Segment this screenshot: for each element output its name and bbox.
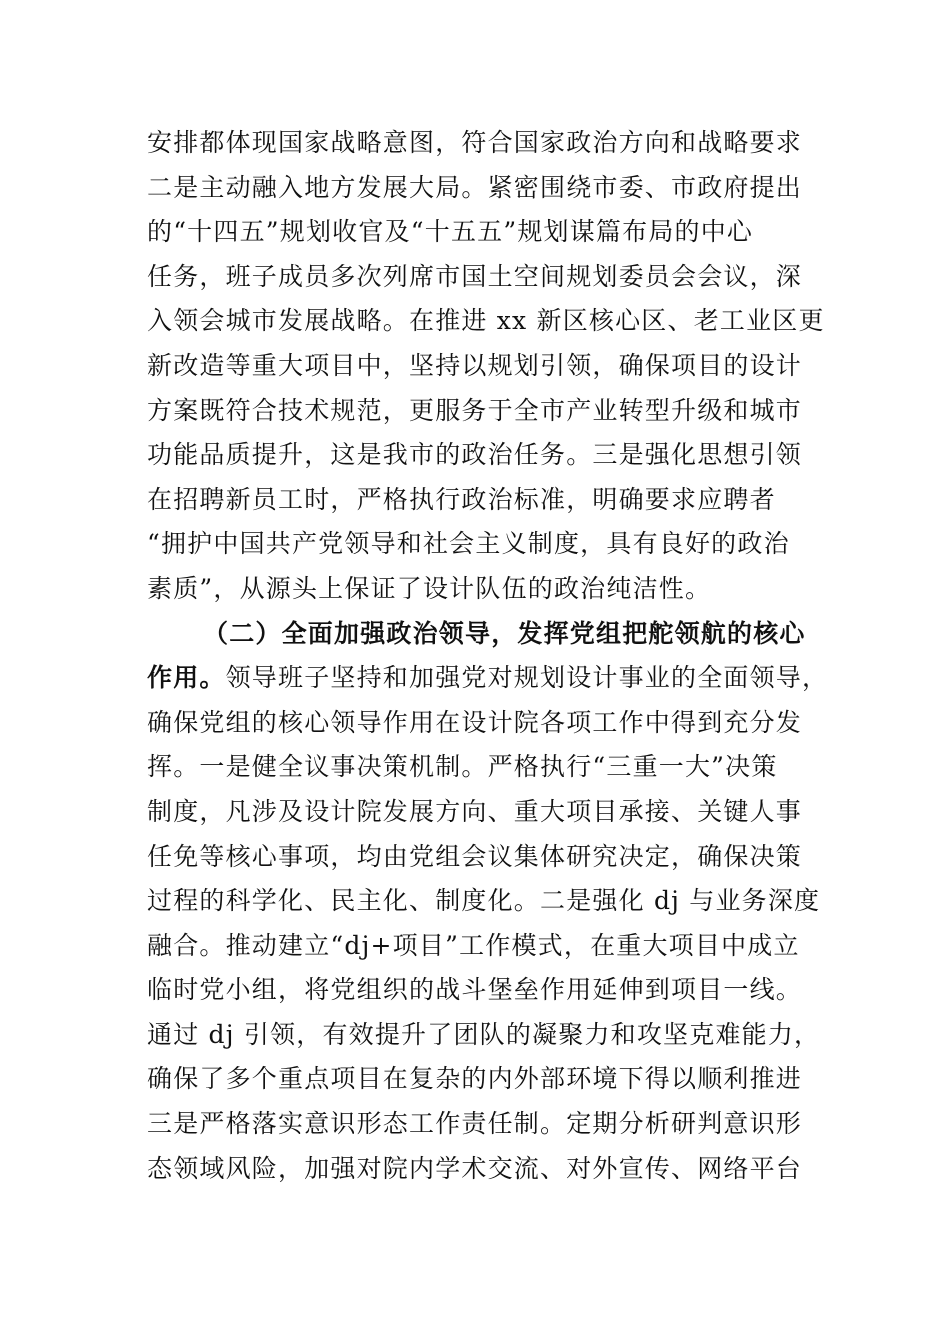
text-line: 确保了多个重点项目在复杂的内外部环境下得以顺利推进 <box>147 1064 803 1094</box>
text-line: 的“十四五”规划收官及“十五五”规划谋篇布局的中心 <box>147 217 754 247</box>
text-line: 任免等核心事项，均由党组会议集体研究决定，确保决策 <box>147 841 803 871</box>
text-line: 确保党组的核心领导作用在设计院各项工作中得到充分发 <box>147 707 803 737</box>
text-line: 制度，凡涉及设计院发展方向、重大项目承接、关键人事 <box>147 796 803 826</box>
text-line: 素质”，从源头上保证了设计队伍的政治纯洁性。 <box>147 573 712 603</box>
text-line: 三是严格落实意识形态工作责任制。定期分析研判意识形 <box>147 1109 803 1139</box>
text-line: “拥护中国共产党领导和社会主义制度，具有良好的政治 <box>147 529 790 559</box>
text-line: 新改造等重大项目中，坚持以规划引领，确保项目的设计 <box>147 350 803 380</box>
section-heading-continuation: 作用。 <box>147 663 226 693</box>
text-line: 安排都体现国家战略意图，符合国家政治方向和战略要求 <box>147 128 803 157</box>
text-line: 通过 dj 引领，有效提升了团队的凝聚力和攻坚克难能力， <box>147 1019 821 1049</box>
text-line: 挥。一是健全议事决策机制。严格执行“三重一大”决策 <box>147 752 778 782</box>
section-heading: （二）全面加强政治领导，发挥党组把舵领航的核心 <box>203 618 806 648</box>
text-line <box>147 656 829 701</box>
text-line: 方案既符合技术规范，更服务于全市产业转型升级和城市 <box>147 395 803 425</box>
text-line: 入领会城市发展战略。在推进 xx 新区核心区、老工业区更 <box>147 306 825 336</box>
text-line: 任务，班子成员多次列席市国土空间规划委员会会议，深 <box>147 261 803 291</box>
document-body <box>147 121 829 1191</box>
text-line: 在招聘新员工时，严格执行政治标准，明确要求应聘者 <box>147 484 776 514</box>
section-first-line-text: 领导班子坚持和加强党对规划设计事业的全面领导， <box>225 663 829 693</box>
text-line: 二是主动融入地方发展大局。紧密围绕市委、市政府提出 <box>147 172 803 202</box>
text-line: 过程的科学化、民主化、制度化。二是强化 dj 与业务深度 <box>147 886 821 916</box>
text-line: 融合。推动建立“dj+项目”工作模式，在重大项目中成立 <box>147 930 800 960</box>
text-line: 功能品质提升，这是我市的政治任务。三是强化思想引领 <box>147 440 803 470</box>
text-line: 态领域风险，加强对院内学术交流、对外宣传、网络平台 <box>147 1153 803 1183</box>
text-line: 临时党小组，将党组织的战斗堡垒作用延伸到项目一线。 <box>147 975 803 1005</box>
